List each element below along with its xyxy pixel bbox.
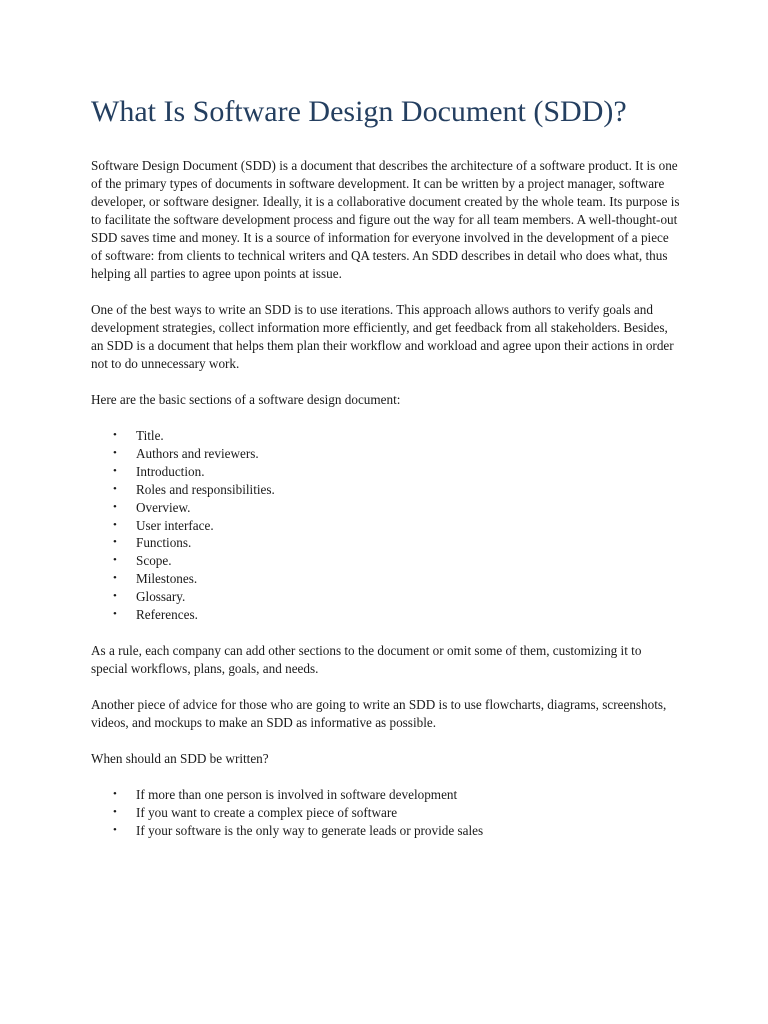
list-item: • Title. — [113, 428, 164, 443]
sections-intro-paragraph: Here are the basic sections of a software design document: — [91, 392, 401, 407]
list-item: • Overview. — [113, 499, 191, 515]
list-item: • Authors and reviewers. — [113, 445, 259, 461]
advice-paragraph: Another piece of advice for those who are going to write an SDD is to use flowcharts, diagrams, screenshots, videos, and mockups to make an SDD as informative as possible. — [91, 696, 667, 730]
bullet-icon: • — [113, 590, 117, 603]
sections-list — [91, 427, 681, 624]
bullet-icon: • — [113, 572, 117, 585]
intro-paragraph: Software Design Document (SDD) is a document that describes the architecture of a software product. It is one of the primary types of documents in software development. It can be written by a project manager, software developer, or software designer. Ideally, it is a collaborative document created by the whole team. Its purpose is to facilitate the software development process and figure out the way for all team members. A well-thought-out SDD saves time and money. It is a source of information for everyone involved in the development of a piece of software: from clients to technical writers and QA testers. An SDD describes in detail who does what, thus helping all parties to agree upon points at issue. — [91, 158, 680, 281]
when-list — [91, 786, 681, 840]
list-item: • Scope. — [113, 553, 172, 569]
list-item: • References. — [113, 607, 198, 623]
bullet-icon: • — [113, 805, 117, 818]
list-item: • Functions. — [113, 535, 192, 551]
bullet-icon: • — [113, 608, 117, 621]
list-item: • Roles and responsibilities. — [113, 481, 275, 497]
document-title: What Is Software Design Document (SDD)? — [91, 95, 627, 128]
list-item: • User interface. — [113, 517, 214, 533]
customization-paragraph: As a rule, each company can add other sections to the document or omit some of them, customizing it to special workflows, plans, goals, and needs. — [91, 642, 642, 676]
list-item: • Glossary. — [113, 589, 186, 605]
document-body — [91, 92, 681, 858]
list-item: • If you want to create a complex piece of software — [113, 804, 398, 820]
bullet-icon: • — [113, 536, 117, 549]
bullet-icon: • — [113, 482, 117, 495]
iterations-paragraph: One of the best ways to write an SDD is to use iterations. This approach allows authors to verify goals and development strategies, collect information more efficiently, and get feedback from all stakeholders. Besides, an SDD is a document that helps them plan their workflow and workload and agree upon their actions in order not to do unnecessary work. — [91, 302, 674, 371]
bullet-icon: • — [113, 823, 117, 836]
bullet-icon: • — [113, 464, 117, 477]
bullet-icon: • — [113, 429, 117, 441]
list-item: • If more than one person is involved in software development — [113, 786, 458, 802]
when-question-paragraph: When should an SDD be written? — [91, 750, 269, 766]
bullet-icon: • — [113, 787, 117, 800]
bullet-icon: • — [113, 500, 117, 513]
list-item: • If your software is the only way to generate leads or provide sales — [113, 822, 484, 838]
list-item: • Introduction. — [113, 463, 205, 479]
bullet-icon: • — [113, 446, 117, 459]
bullet-icon: • — [113, 518, 117, 531]
bullet-icon: • — [113, 554, 117, 567]
list-item: • Milestones. — [113, 571, 198, 587]
